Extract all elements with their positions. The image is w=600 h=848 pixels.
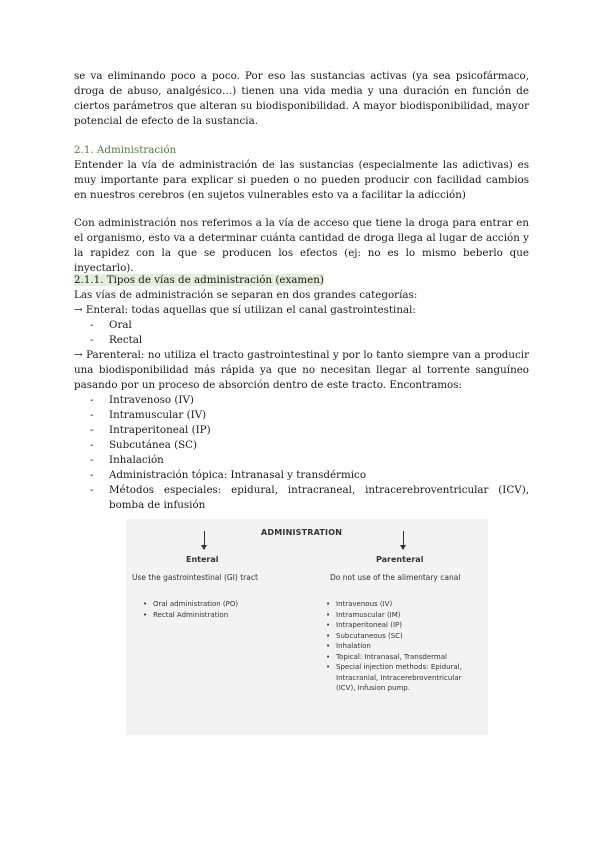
parenteral-heading: Parenteral [376,555,424,564]
enteral-figure-list [143,599,303,620]
list-item: • Inhalation [326,641,466,652]
section-route-types [74,273,529,513]
administration-figure [126,519,488,735]
list-item: • Intravenous (IV) [326,599,466,610]
arrow-down-icon [204,531,205,549]
administration-paragraph-1: Entender la vía de administración de las sustancias (especialmente las adictivas) es muy importante para explicar si pueden o no pueden producir con facilidad cambios en nuestros cerebros (en sujetos vulnerables esto va a facilitar la adicción) [74,159,529,201]
parenteral-text: → Parenteral: no utiliza el tracto gastrointestinal y por lo tanto siempre van a producir una biodisponibilidad más rápida ya que no necesitan llegar al torrente sanguíneo pasando por un proceso de absorción dentro de este tracto. Encontramos: [74,349,529,391]
administration-paragraph-2-block [74,216,529,276]
list-item: - Intravenoso (IV) [74,393,529,408]
intro-paragraph [74,69,529,129]
list-item: - Administración tópica: Intranasal y transdérmico [74,468,529,483]
list-item: - Rectal [74,333,529,348]
figure-title: ADMINISTRATION [261,528,343,537]
list-item: • Oral administration (PO) [143,599,303,610]
list-item: • Intraperitoneal (IP) [326,620,466,631]
enteral-list [74,318,529,348]
list-item: • Subcutaneous (SC) [326,631,466,642]
list-item: • Topical: Intranasal, Transdermal [326,652,466,663]
intro-text: se va eliminando poco a poco. Por eso las sustancias activas (ya sea psicofármaco, droga de abuso, analgésico…) tienen una vida media y una duración en función de ciertos parámetros que alteran su biodisponibilidad. A mayor biodisponibilidad, mayor potencial de efecto de la sustancia. [74,70,529,127]
enteral-text: → Enteral: todas aquellas que sí utilizan el canal gastrointestinal: [74,304,416,316]
administration-paragraph-2: Con administración nos referimos a la vía de acceso que tiene la droga para entrar en el organismo, esto va a determinar cuánta cantidad de droga llega al lugar de acción y la rapidez con la que se producen los efectos (ej: no es lo mismo beberlo que inyectarlo). [74,217,529,274]
list-item: - Oral [74,318,529,333]
list-item: - Intraperitoneal (IP) [74,423,529,438]
parenteral-figure-list [326,599,466,694]
section-heading: 2.1. Administración [74,144,177,156]
list-item: - Subcutánea (SC) [74,438,529,453]
list-item: • Rectal Administration [143,610,303,621]
list-item: - Intramuscular (IV) [74,408,529,423]
arrow-down-icon [403,531,404,549]
enteral-heading: Enteral [186,555,219,564]
list-item: • Special injection methods: Epidural, Intracranial, Intracerebroventricular (ICV), Infusion pump. [326,662,466,694]
section-administration [74,143,529,203]
list-item: - Inhalación [74,453,529,468]
route-types-intro: Las vías de administración se separan en dos grandes categorías: [74,289,418,301]
list-item: - Métodos especiales: epidural, intracraneal, intracerebroventricular (ICV), bomba de infusión [74,483,529,513]
enteral-subtitle: Use the gastrointestinal (GI) tract [132,573,258,582]
parenteral-list [74,393,529,513]
list-item: • Intramuscular (IM) [326,610,466,621]
subsection-heading: 2.1.1. Tipos de vías de administración (examen) [74,274,324,286]
parenteral-subtitle: Do not use of the alimentary canal [330,573,461,582]
